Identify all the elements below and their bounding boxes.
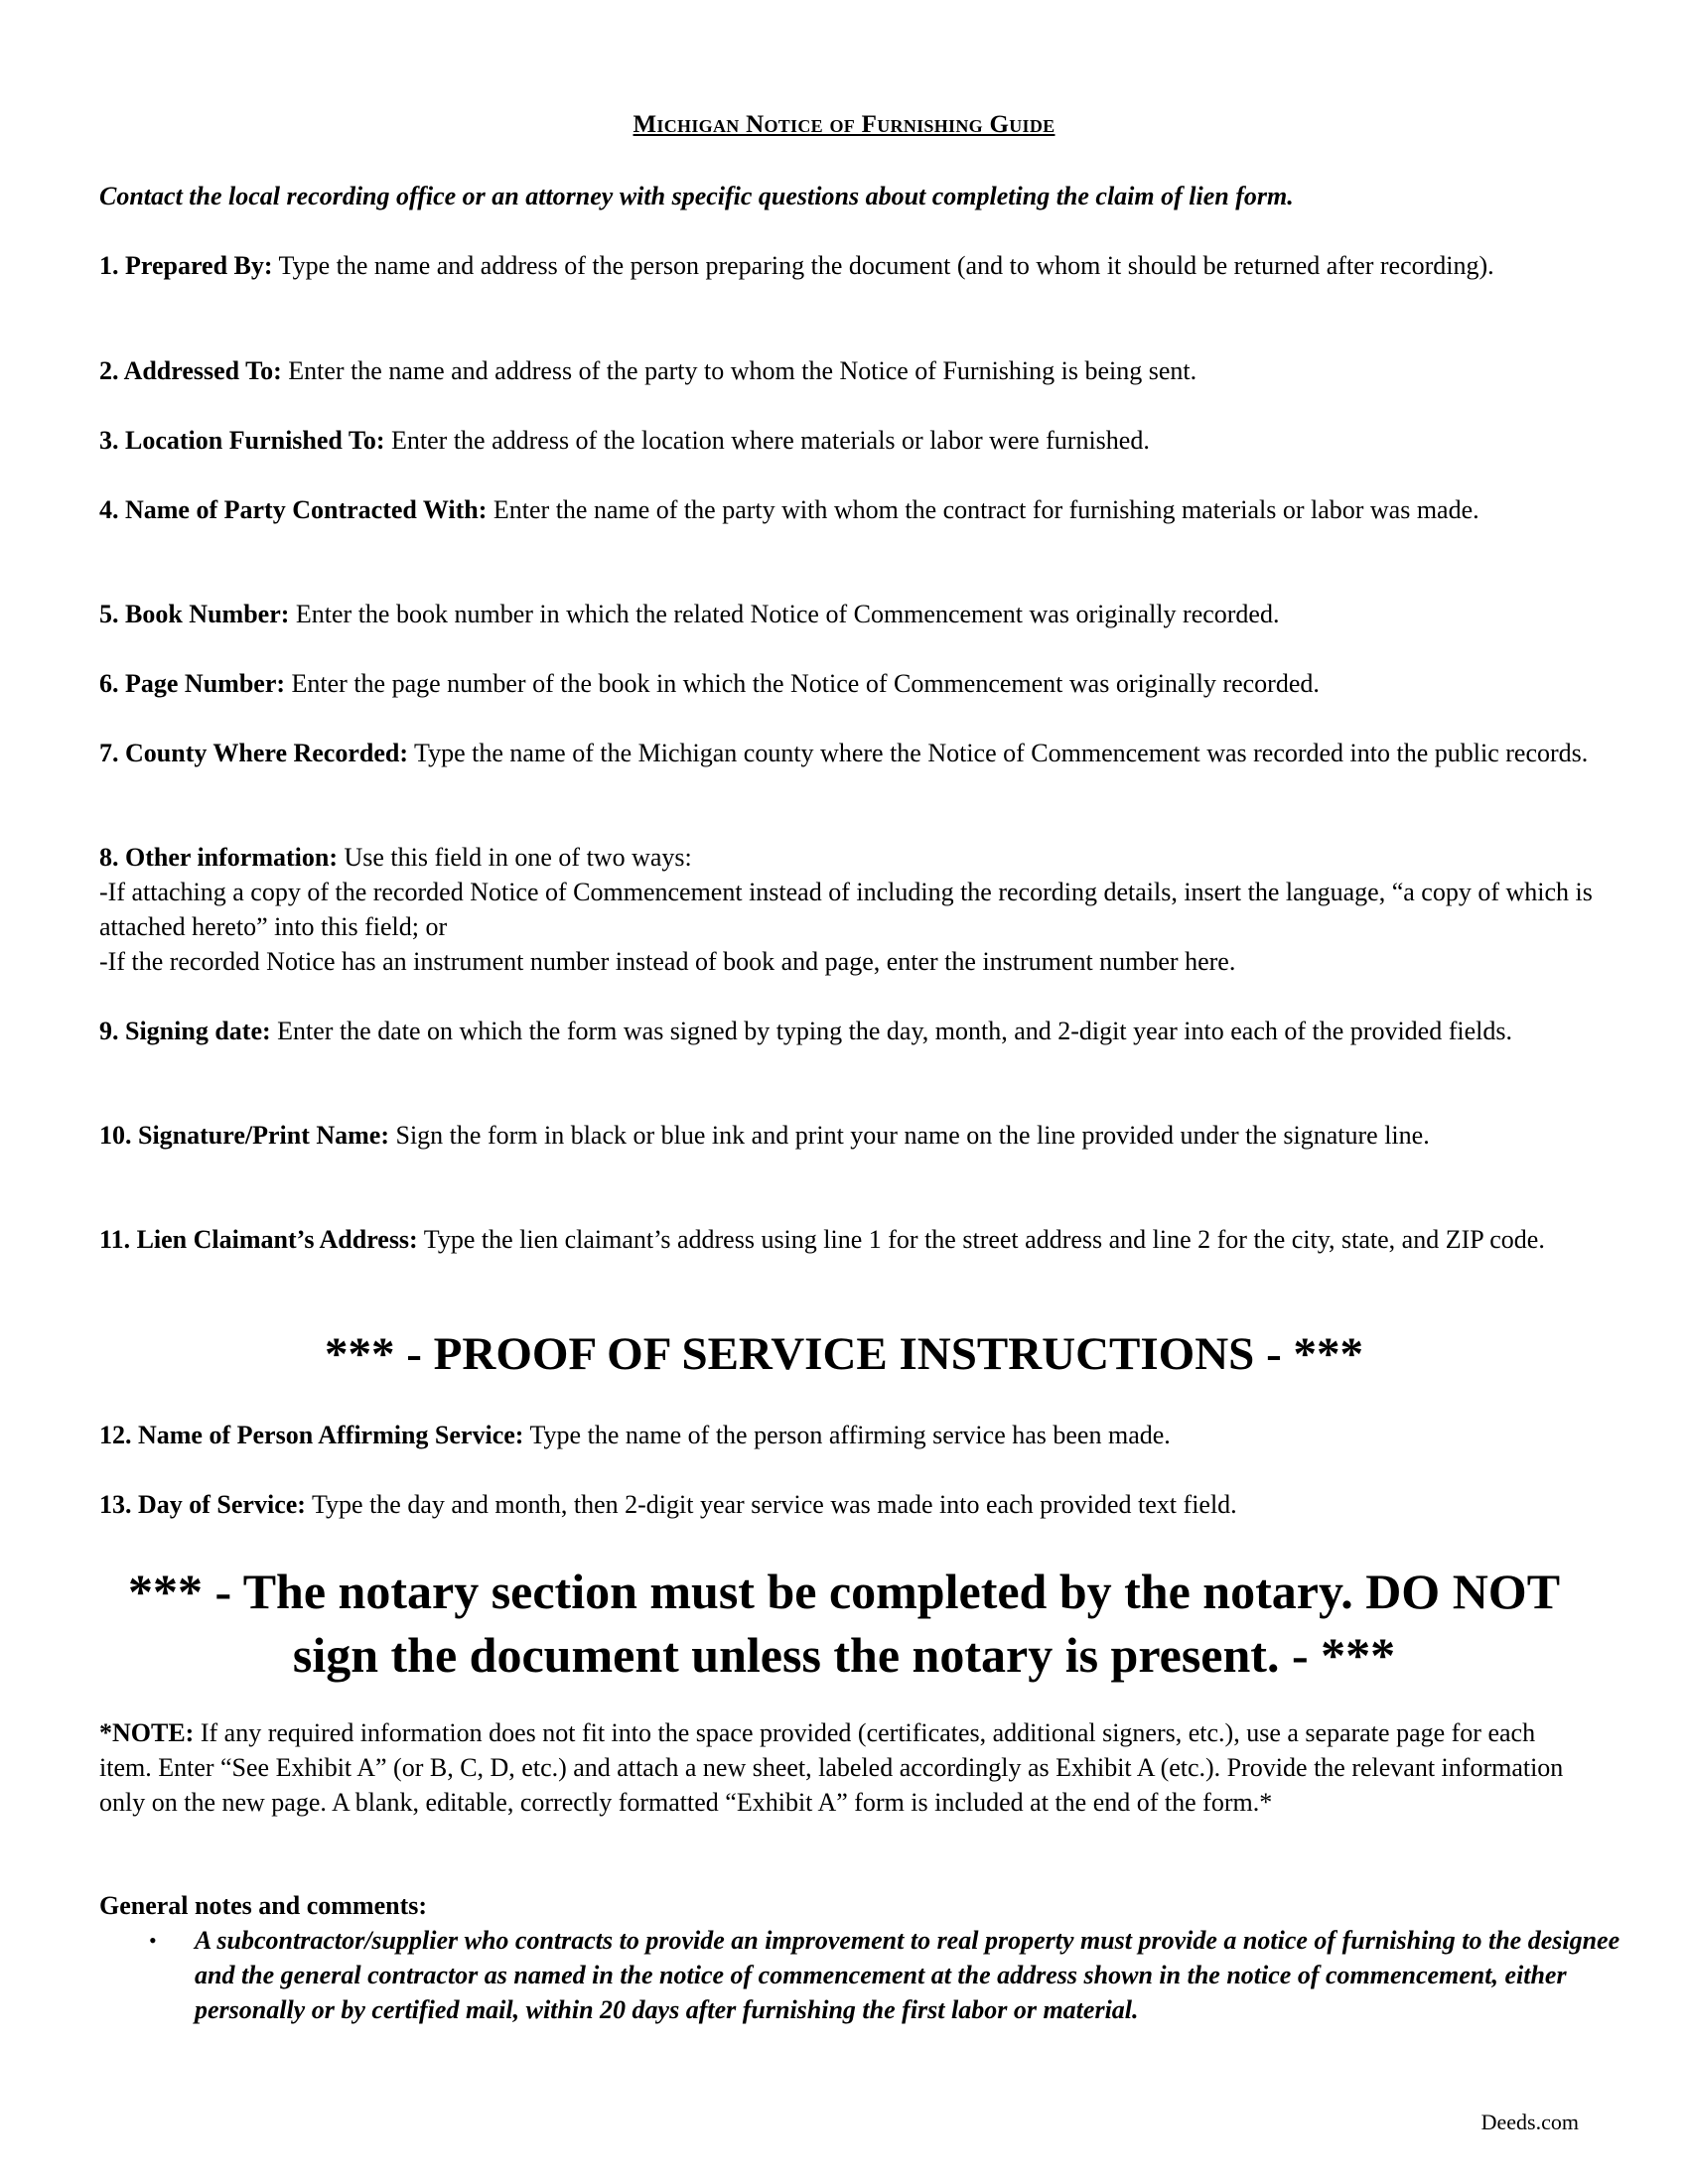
- item-label: 1. Prepared By:: [99, 251, 273, 280]
- item-label: 13. Day of Service:: [99, 1490, 306, 1519]
- item-text: Type the name of the Michigan county where the Notice of Commencement was recorded into the public records.: [408, 739, 1589, 767]
- item-text: Sign the form in black or blue ink and print your name on the line provided under the signature line.: [389, 1121, 1430, 1150]
- exhibit-note: [99, 1715, 1594, 1820]
- instruction-item-7: [99, 736, 1594, 770]
- item-text: Type the lien claimant’s address using line 1 for the street address and line 2 for the city, state, and ZIP code.: [417, 1225, 1545, 1254]
- item-label: 2. Addressed To:: [99, 356, 282, 385]
- item-label: 6. Page Number:: [99, 669, 286, 698]
- item-text: Use this field in one of two ways:: [338, 843, 692, 872]
- item-text: Type the name of the person affirming service has been made.: [523, 1421, 1171, 1449]
- instruction-item-2: [99, 353, 1594, 388]
- instruction-item-13: [99, 1487, 1594, 1522]
- item-text: Type the name and address of the person preparing the document (and to whom it should be returned after recording).: [272, 251, 1494, 280]
- item-text: Enter the address of the location where materials or labor were furnished.: [384, 426, 1150, 455]
- notary-warning: *** - The notary section must be completed by the notary. DO NOT sign the document unless the notary is present. - ***: [127, 1564, 1561, 1683]
- page-title: Michigan Notice of Furnishing Guide: [633, 111, 1055, 138]
- instruction-item-1: [99, 248, 1594, 283]
- item-option-2: -If the recorded Notice has an instrument number instead of book and page, enter the instrument number here.: [99, 947, 1236, 976]
- item-label: 3. Location Furnished To:: [99, 426, 385, 455]
- footer-brand: Deeds.com: [1480, 2110, 1579, 2134]
- item-text: Enter the name of the party with whom the contract for furnishing materials or labor was made.: [487, 495, 1479, 524]
- item-option-1: -If attaching a copy of the recorded Notice of Commencement instead of including the recording details, insert the language, “a copy of which is attached hereto” into this field; or: [99, 878, 1593, 941]
- instruction-item-10: [99, 1118, 1594, 1153]
- item-label: 11. Lien Claimant’s Address:: [99, 1225, 418, 1254]
- item-text: Enter the page number of the book in which the Notice of Commencement was originally recorded.: [285, 669, 1320, 698]
- instruction-item-9: [99, 1014, 1594, 1048]
- instruction-item-4: [99, 492, 1594, 527]
- general-note-text: A subcontractor/supplier who contracts to provide an improvement to real property must provide a notice of furnishing to the designee and the general contractor as named in the notice of commencement at the address shown in the notice of commencement, either personally or by certified mail, within 20 days after furnishing the first labor or material.: [195, 1926, 1620, 2024]
- proof-of-service-heading: *** - PROOF OF SERVICE INSTRUCTIONS - ***: [325, 1328, 1363, 1380]
- item-text: Enter the date on which the form was signed by typing the day, month, and 2-digit year into each of the provided fields.: [270, 1017, 1512, 1045]
- item-label: 9. Signing date:: [99, 1017, 271, 1045]
- bullet-icon: •: [149, 1928, 157, 1953]
- item-label: 4. Name of Party Contracted With:: [99, 495, 488, 524]
- general-notes-heading: General notes and comments:: [99, 1891, 428, 1920]
- item-text: Enter the name and address of the party to whom the Notice of Furnishing is being sent.: [281, 356, 1197, 385]
- item-label: 7. County Where Recorded:: [99, 739, 409, 767]
- instruction-item-11: [99, 1222, 1594, 1257]
- item-text: Enter the book number in which the related Notice of Commencement was originally recorded.: [289, 600, 1280, 628]
- item-text: Type the day and month, then 2-digit year service was made into each provided text field.: [305, 1490, 1237, 1519]
- intro-instruction: Contact the local recording office or an attorney with specific questions about completing the claim of lien form.: [99, 182, 1294, 210]
- item-label: 8. Other information:: [99, 843, 338, 872]
- item-label: 5. Book Number:: [99, 600, 290, 628]
- note-text: If any required information does not fit into the space provided (certificates, additional signers, etc.), use a separate page for each item. Enter “See Exhibit A” (or B, C, D, etc.) and attach a new sheet, labeled accordingly as Exhibit A (etc.). Provide the relevant information only on the new page. A blank, editable, correctly formatted “Exhibit A” form is included at the end of the form.*: [99, 1718, 1564, 1817]
- instruction-item-6: [99, 666, 1594, 701]
- instruction-item-12: [99, 1418, 1594, 1452]
- item-label: 10. Signature/Print Name:: [99, 1121, 389, 1150]
- instruction-item-5: [99, 597, 1594, 631]
- instruction-item-8: [99, 840, 1594, 979]
- instruction-item-3: [99, 423, 1594, 458]
- note-label: *NOTE:: [99, 1718, 195, 1747]
- item-label: 12. Name of Person Affirming Service:: [99, 1421, 524, 1449]
